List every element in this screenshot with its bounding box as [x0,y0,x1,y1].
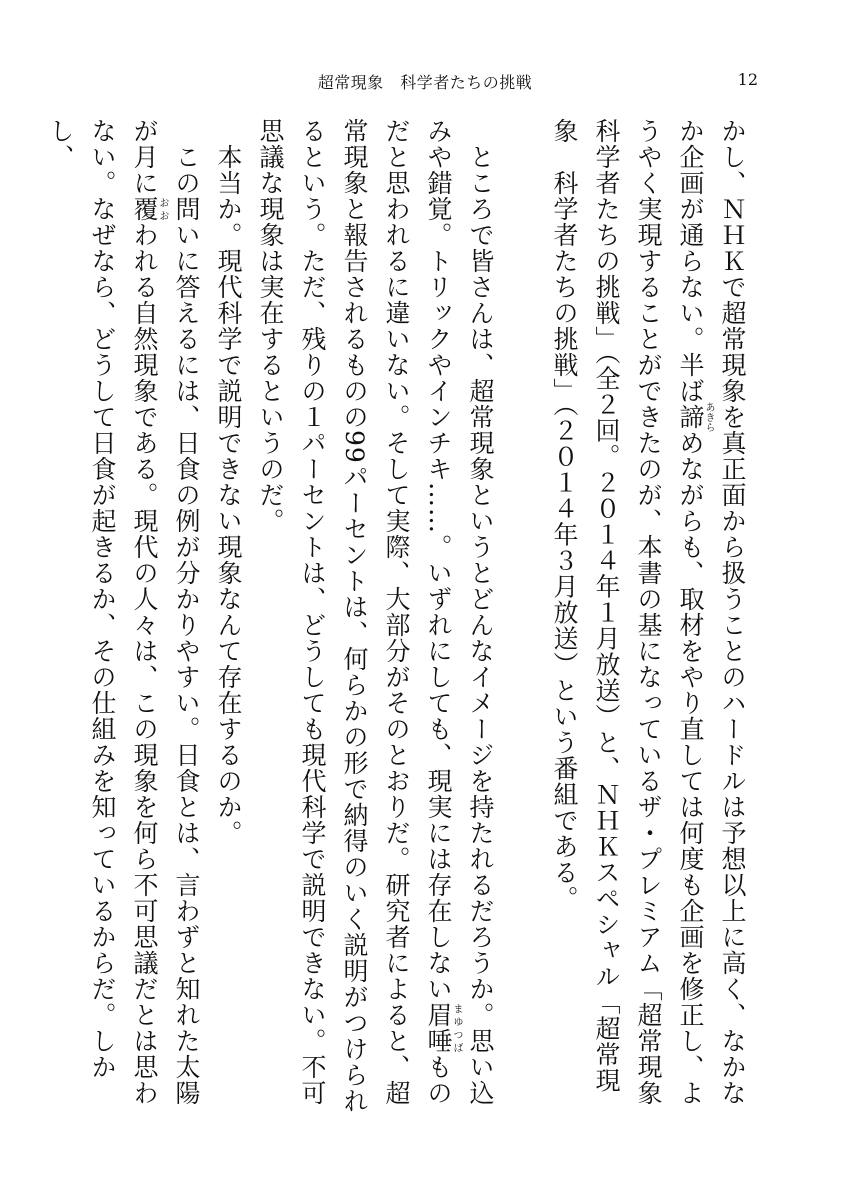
ruby-oo [130,196,168,222]
ruby-akira [676,402,714,432]
ruby-oo-base: 覆 [130,196,159,222]
ruby-oo-reading: おお [157,196,168,222]
ruby-akira-base: 諦 [676,402,705,432]
body-text [46,118,753,1132]
paragraph-2-part-b: ものだと思われるに違いない。そして実際、大部分がそのとおりだ。研究者によると、超常現象と報告されるものの99パーセントは、何らかの形で納得のいく説明がつけられるという。ただ、残りの１パーセントは、どうしても現代科学で説明できない。不可思議な現象は実在するというのだ。 [256,118,453,1114]
ruby-mayutsuba-reading: まゆつば [451,1002,462,1054]
paragraph-4 [39,118,207,1118]
paragraph-spacer [501,118,543,1118]
paragraph-1 [543,118,753,1132]
paragraph-4-part-a: この問いに答えるには、日食の例が分かりやすい。日食とは、言わずと知れた太陽が月に [130,118,201,1106]
page-number: 12 [737,70,758,89]
paragraph-1-part-b: めながらも、取材をやり直しては何度も企画を修正し、ようやく実現することができたのが、本書の基になっているザ・プレミアム「超常現象 科学者たちの挑戦」（全２回。２０１４年１月放送）と、ＮＨＫスペシャル「超常現象 科学者たちの挑戦」（２０１４年３月放送）という番組である。 [550,118,705,1132]
ruby-mayutsuba-base: 眉唾 [424,1002,453,1054]
paragraph-2-part-a: ところで皆さんは、超常現象というとどんなイメージを持たれるだろうか。思い込みや錯覚。トリックやインチキ……。いずれにしても、現実には存在しない [424,118,495,1106]
paragraph-3 [207,118,249,1118]
ruby-akira-reading: あきら [703,402,714,432]
ruby-mayutsuba [424,1002,462,1054]
paragraph-3-text: 本当か。現代科学で説明できない現象なんて存在するのか。 [214,118,243,846]
paragraph-2 [249,118,501,1118]
paragraph-1-part-a: かし、ＮＨＫで超常現象を真正面から扱うことのハードルは予想以上に高く、なかなか企画が通らない。半ば [676,118,747,1106]
running-title: 超常現象 科学者たちの挑戦 [317,73,533,92]
paragraph-4-part-b: われる自然現象である。現代の人々は、この現象を何ら不可思議だとは思わない。なぜなら、どうして日食が起きるか、その仕組みを知っているからだ。しかし、 [46,118,159,1106]
